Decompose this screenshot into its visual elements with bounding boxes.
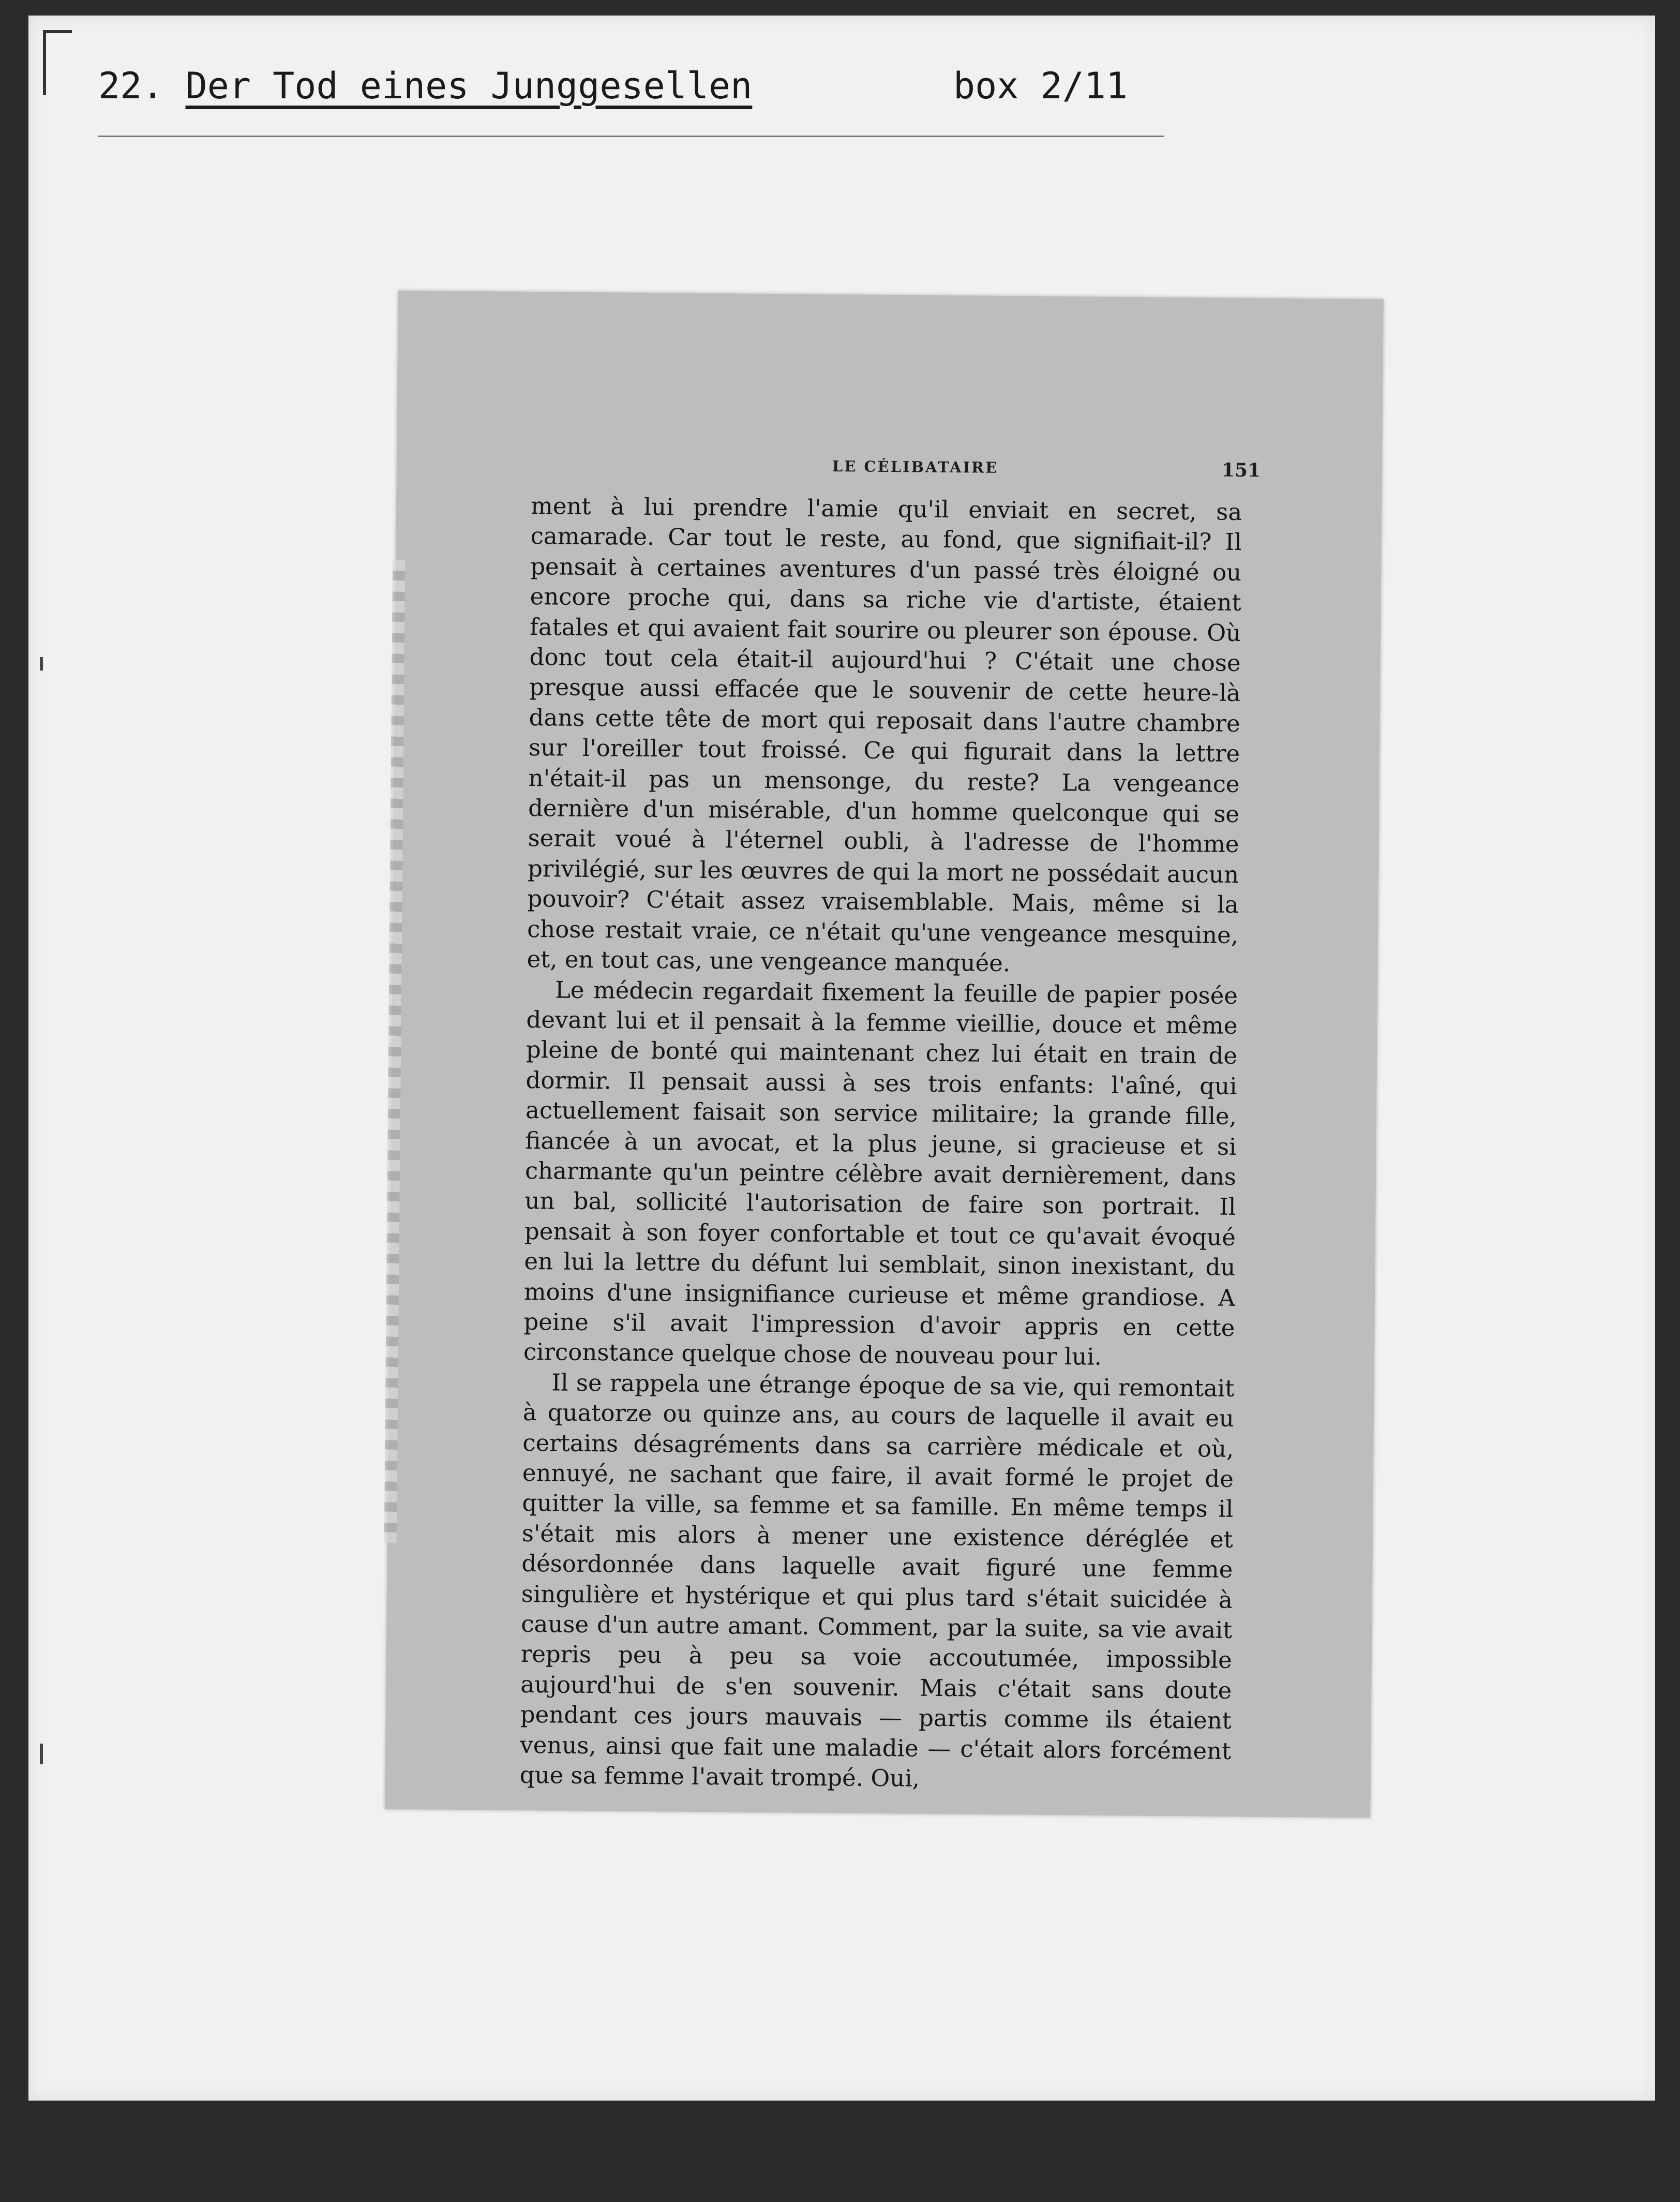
folder-title: Der Tod eines Junggesellen (185, 65, 753, 107)
paragraph: Il se rappela une étrange époque de sa vie, qui remontait à quatorze ou quinze ans, au cours de laquelle il avait eu certains désagréments dans sa carrière médicale et où, ennuyé, ne sachant que faire, il avait formé le projet de quitter la ville, sa femme et sa famille. En même temps il s'était mis alors à mener une existence déréglée et désordonnée dans laquelle avait figuré une femme singulière et hystérique et qui plus tard s'était suicidée à cause d'un autre amant. Comment, par la suite, sa vie avait repris peu à peu sa voie accoutumée, impossible aujourd'hui de s'en souvenir. Mais c'était sans doute pendant ces jours mauvais — partis comme ils étaient venus, ainsi que fait une maladie — c'était alors forcément que sa femme l'avait trompé. Oui, (519, 1368, 1235, 1792)
edge-mark (40, 1744, 43, 1764)
edge-mark (40, 657, 43, 671)
box-label: box 2/11 (953, 65, 1128, 107)
paragraph: Le médecin regardait fixement la feuille de papier posée devant lui et il pensait à la femme vieillie, douce et même pleine de bonté qui maintenant chez lui était en train de dormir. Il pensait aussi à ses trois enfants: l'aîné, qui actuellement faisait son service militaire; la grande fille, fiancée à un avocat, et la plus jeune, si gracieuse et si charmante qu'un peintre célèbre avait dernièrement, dans un bal, sollicité l'autorisation de faire son portrait. Il pensait à son foyer confortable et tout ce qu'avait évoqué en lui la lettre du défunt lui semblait, sinon inexistant, du moins d'une insignifiance curieuse et même grandiose. A peine s'il avait l'impression d'avoir appris en cette circonstance quelque chose de nouveau pour lui. (523, 975, 1238, 1371)
page-number: 151 (1221, 459, 1261, 482)
book-page (385, 291, 1384, 1818)
page-text (520, 491, 1242, 1796)
running-head: LE CÉLIBATAIRE (832, 457, 999, 477)
header-rule (98, 136, 1164, 137)
folder-label (98, 65, 752, 107)
paragraph: ment à lui prendre l'amie qu'il enviait en secret, sa camarade. Car tout le reste, au fond, que signifiait-il? Il pensait à certaines aventures d'un passé très éloigné ou encore proche qui, dans sa riche vie d'artiste, étaient fatales et qui avaient fait sourire ou pleurer son épouse. Où donc tout cela était-il aujourd'hui ? C'était une chose presque aussi effacée que le souvenir de cette heure-là dans cette tête de mort qui reposait dans l'autre chambre sur l'oreiller tout froissé. Ce qui figurait dans la lettre n'était-il pas un mensonge, du reste? La vengeance dernière d'un misérable, d'un homme quelconque qui se serait voué à l'éternel oubli, à l'adresse de l'homme privilégié, sur les œuvres de qui la mort ne possédait aucun pouvoir? C'était assez vraisemblable. Mais, même si la chose restait vraie, ce n'était qu'une vengeance mesquine, et, en tout cas, une vengeance manquée. (527, 492, 1242, 977)
folder-number: 22. (98, 65, 164, 107)
corner-crop-mark (43, 30, 72, 95)
